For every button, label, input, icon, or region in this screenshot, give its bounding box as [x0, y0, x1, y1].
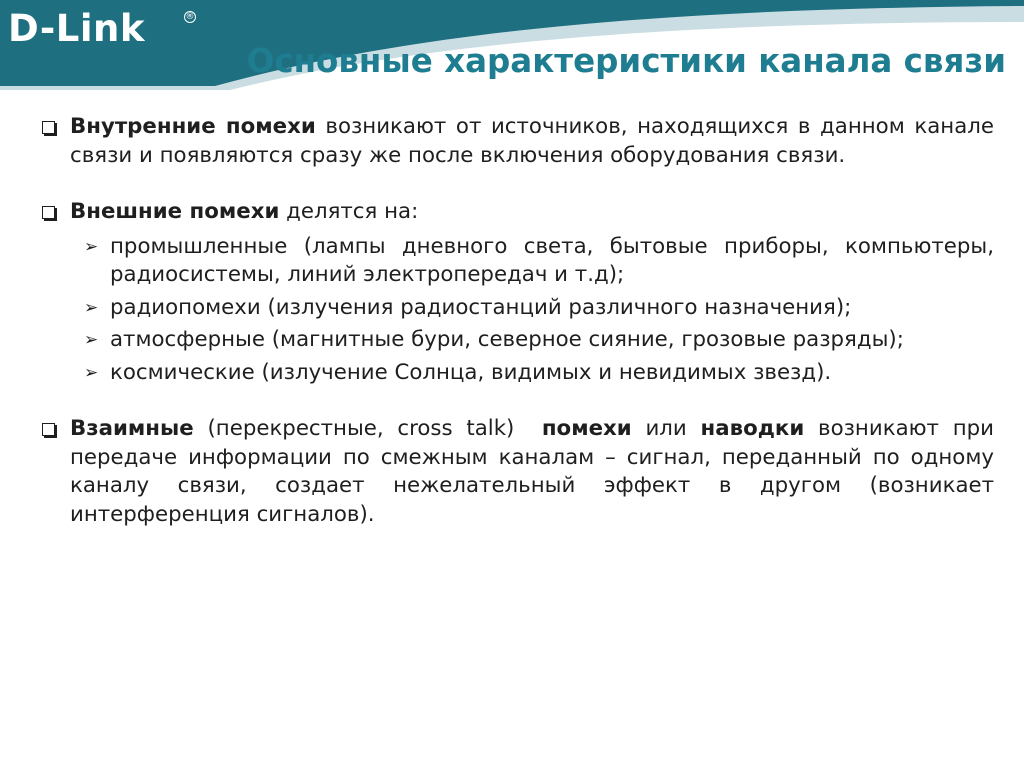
paragraph-text: (перекрестные, cross talk) [193, 416, 542, 441]
d-link-logo: D-Link [8, 7, 145, 50]
list-item-text: промышленные (лампы дневного света, бытовые приборы, компьютеры, радиосистемы, линий электропередач и т.д); [110, 233, 994, 287]
term-external-noise: Внешние помехи [70, 199, 280, 224]
term-interference: наводки [700, 416, 805, 441]
paragraph-text: или [631, 416, 701, 441]
page-title: Основные характеристики канала связи [246, 42, 1006, 80]
list-item-text: космические (излучение Солнца, видимых и невидимых звезд). [110, 359, 832, 385]
term-internal-noise: Внутренние помехи [70, 114, 316, 139]
paragraph-text: возникают от источников, находящихся в данном канале связи и появляются сразу же после включения оборудования связи. [70, 114, 994, 168]
checkbox-icon [42, 206, 55, 219]
slide-content [42, 113, 994, 529]
list-item [70, 233, 994, 290]
list-item [70, 359, 994, 388]
paragraph-mutual-noise [42, 415, 994, 529]
arrow-right-icon: ➢ [84, 362, 99, 383]
term-mutual: Взаимные [70, 416, 194, 441]
paragraph-external-noise [42, 198, 994, 387]
checkbox-icon [42, 423, 55, 436]
external-noise-list [70, 233, 994, 388]
term-noise: помехи [541, 416, 632, 441]
arrow-right-icon: ➢ [84, 330, 99, 350]
registered-mark-icon: ® [185, 12, 195, 22]
list-item-text: радиопомехи (излучения радиостанций различного назначения); [110, 294, 852, 320]
paragraph-text: делятся на: [279, 199, 419, 224]
list-item-text: атмосферные (магнитные бури, северное сияние, грозовые разряды); [110, 327, 904, 352]
list-item [70, 326, 994, 355]
arrow-right-icon: ➢ [84, 297, 99, 318]
arrow-right-icon: ➢ [84, 236, 99, 257]
paragraph-internal-noise [42, 113, 994, 170]
paragraph-text: возникают при передаче информации по смежным каналам – сигнал, переданный по одному каналу связи, создает нежелательный эффект в другом (возникает интерференция сигналов). [70, 416, 994, 527]
checkbox-icon [42, 121, 55, 134]
list-item [70, 294, 994, 323]
